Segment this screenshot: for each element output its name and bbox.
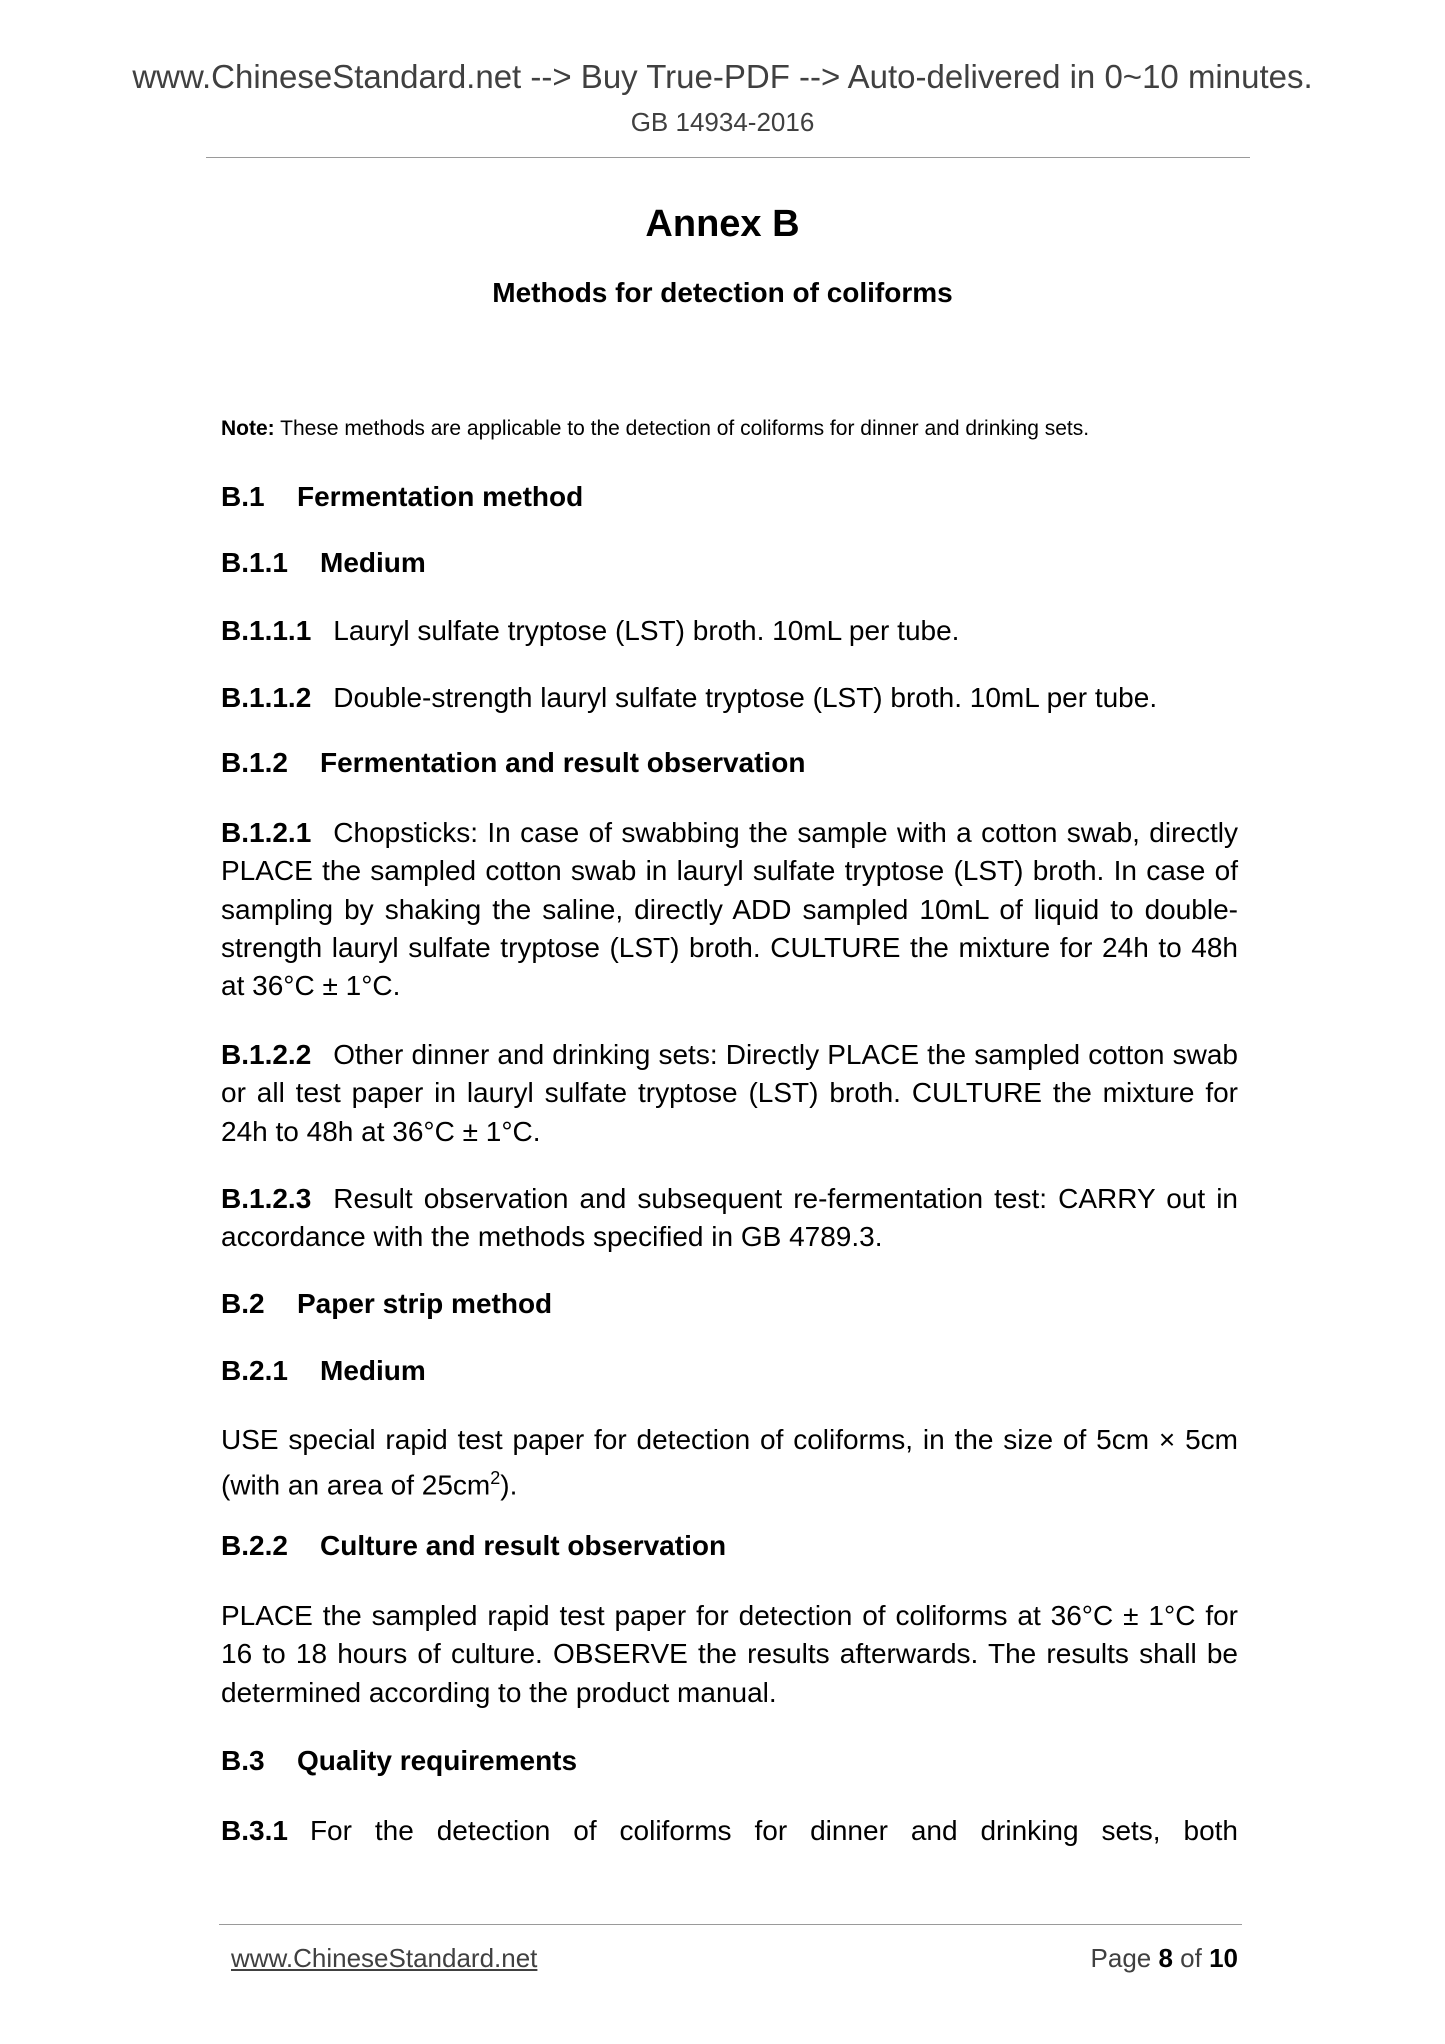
page-current: 8: [1158, 1943, 1173, 1973]
clause-number: B.1.1.1: [221, 615, 312, 646]
heading-title: Quality requirements: [297, 1745, 578, 1776]
clause-text: Lauryl sulfate tryptose (LST) broth. 10mL per tube.: [333, 615, 960, 646]
heading-b12: [221, 747, 805, 779]
heading-b1: [221, 481, 583, 513]
page-of: of: [1172, 1943, 1210, 1973]
clause-number: B.1.1.2: [221, 682, 312, 713]
clause-text: Chopsticks: In case of swabbing the sample with a cotton swab, directly PLACE the sampled cotton swab in lauryl sulfate tryptose (LST) broth. In case of sampling by shaking the saline, directly ADD sampled 10mL of liquid to double-strength lauryl sulfate tryptose (LST) broth. CULTURE the mixture for 24h to 48h at 36°C ± 1°C.: [221, 817, 1238, 1002]
header-divider: [206, 157, 1250, 158]
footer-divider: [219, 1924, 1242, 1925]
heading-b11: [221, 547, 426, 579]
clause-b121: [221, 814, 1238, 1005]
clause-number: B.1.2.3: [221, 1183, 312, 1214]
heading-number: B.2: [221, 1288, 265, 1319]
heading-number: B.1.2: [221, 747, 288, 778]
heading-number: B.2.1: [221, 1355, 288, 1386]
standard-number: GB 14934-2016: [630, 107, 815, 137]
page-prefix: Page: [1090, 1943, 1159, 1973]
clause-text: Result observation and subsequent re-fermentation test: CARRY out in accordance with the methods specified in GB 4789.3.: [221, 1183, 1238, 1253]
header-banner: www.ChineseStandard.net --> Buy True-PDF --> Auto-delivered in 0~10 minutes.: [132, 58, 1313, 95]
heading-title: Fermentation method: [297, 481, 584, 512]
note-label: Note:: [221, 417, 275, 440]
note: [221, 417, 1089, 441]
paragraph-text: PLACE the sampled rapid test paper for detection of coliforms at 36°C ± 1°C for 16 to 18 hours of culture. OBSERVE the results afterwards. The results shall be determined according to the product manual.: [221, 1600, 1238, 1708]
clause-text: For the detection of coliforms for dinner and drinking sets, both: [309, 1815, 1238, 1846]
superscript: 2: [490, 1468, 501, 1489]
clause-b123: [221, 1180, 1238, 1257]
heading-b22: [221, 1530, 726, 1562]
page-indicator: [1091, 1943, 1238, 1974]
clause-b112: [221, 679, 1238, 717]
clause-number: B.1.2.2: [221, 1039, 312, 1070]
clause-text: Other dinner and drinking sets: Directly PLACE the sampled cotton swab or all test paper in lauryl sulfate tryptose (LST) broth. CULTURE the mixture for 24h to 48h at 36°C ± 1°C.: [221, 1039, 1238, 1147]
footer-website-link[interactable]: www.ChineseStandard.net: [231, 1943, 538, 1973]
heading-title: Medium: [320, 1355, 426, 1386]
heading-b3: [221, 1745, 577, 1777]
heading-title: Medium: [320, 547, 426, 578]
paragraph-b21: [221, 1421, 1238, 1505]
page-total: 10: [1209, 1943, 1238, 1973]
heading-title: Paper strip method: [297, 1288, 553, 1319]
clause-b111: [221, 612, 1238, 650]
clause-number: B.1.2.1: [221, 817, 312, 848]
heading-number: B.2.2: [221, 1530, 288, 1561]
clause-b31: [221, 1812, 1238, 1850]
annex-subtitle: Methods for detection of coliforms: [492, 277, 953, 308]
heading-title: Fermentation and result observation: [320, 747, 806, 778]
note-text: These methods are applicable to the detection of coliforms for dinner and drinking sets.: [274, 417, 1090, 440]
heading-b21: [221, 1355, 426, 1387]
heading-b2: [221, 1288, 552, 1320]
paragraph-text: USE special rapid test paper for detection of coliforms, in the size of 5cm × 5cm (with an area of 25cm: [221, 1424, 1238, 1501]
heading-number: B.1: [221, 481, 265, 512]
heading-number: B.1.1: [221, 547, 288, 578]
annex-title: Annex B: [645, 203, 800, 245]
heading-number: B.3: [221, 1745, 265, 1776]
paragraph-tail: ).: [500, 1469, 518, 1501]
clause-number: B.3.1: [221, 1815, 288, 1846]
clause-text: Double-strength lauryl sulfate tryptose (LST) broth. 10mL per tube.: [333, 682, 1158, 713]
heading-title: Culture and result observation: [320, 1530, 727, 1561]
paragraph-b22: [221, 1597, 1238, 1712]
clause-b122: [221, 1036, 1238, 1151]
